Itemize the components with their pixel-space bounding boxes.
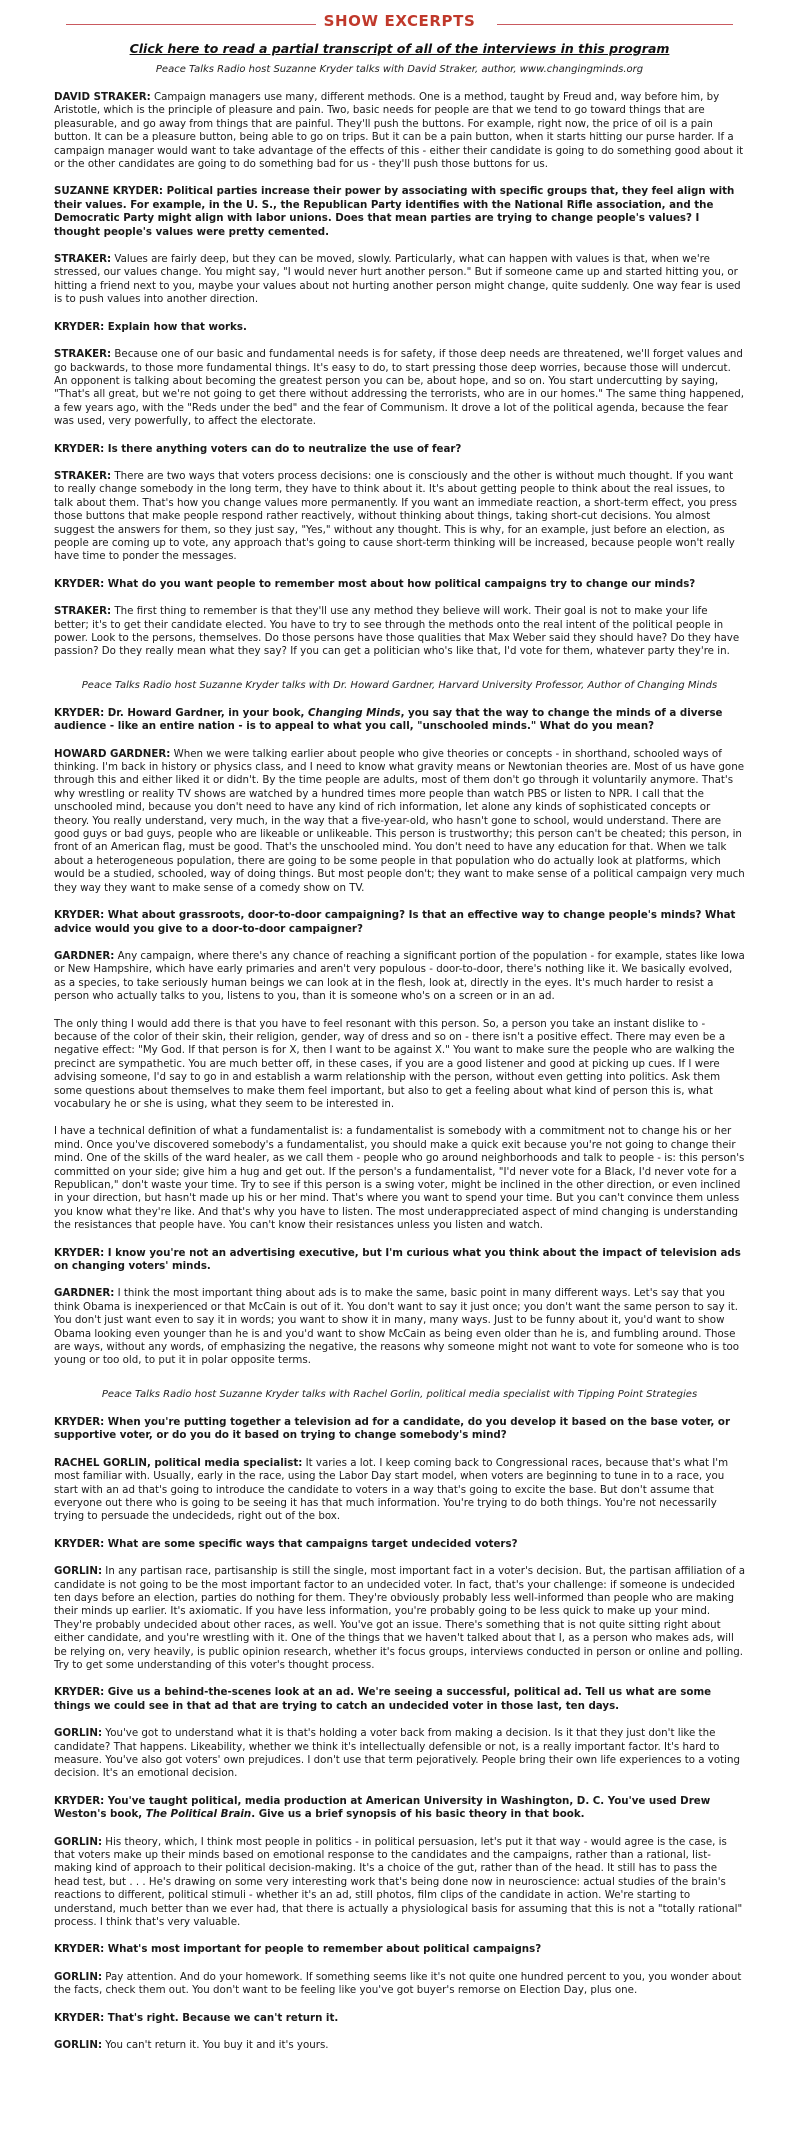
- speaker-label: DAVID STRAKER:: [54, 91, 151, 103]
- question-paragraph: KRYDER: Explain how that works.: [54, 320, 247, 333]
- speaker-label: STRAKER:: [54, 253, 112, 266]
- answer-text: The first thing to remember is that they'll use any method they believe will work. Their goal is not to make your life better; it's to get their candidate elected. You have to try to see through the methods onto the real intent of the political people in power. Look to the persons, themselves. Do those persons have those qualities that Max Weber said they should have? Do they have passion? Do they really mean what they say? If you can get a politician who's like that, I'd vote for them, whatever party they're in.: [54, 605, 740, 658]
- question-paragraph: KRYDER: That's right. Because we can't return it.: [54, 2011, 339, 2024]
- speaker-label: GARDNER:: [54, 1287, 115, 1300]
- answer-paragraph: [54, 1971, 745, 1998]
- answer-text: Any campaign, where there's any chance of reaching a significant portion of the population - for example, states like Iowa or New Hampshire, which have early primaries and aren't very populous - door-to-door, there's nothing like it. We basically evolved, as a species, to take seriously human beings we can look at in the flesh, look at, directly in the eyes. It's much harder to resist a person who actually talks to you, listens to you, than it is someone who's on a screen or in an ad.: [54, 949, 745, 1003]
- question-paragraph: KRYDER: I know you're not an advertising executive, but I'm curious what you think about the impact of television ads on changing voters' minds.: [54, 1246, 741, 1273]
- speaker-label: GORLIN:: [54, 1970, 103, 1983]
- question-paragraph: SUZANNE KRYDER: Political parties increase their power by associating with specific groups that, they feel align with their values. For example, in the U. S., the Republican Party identifies with the National Rifle association, and the Democratic Party might align with labor unions. Does that mean parties are trying to change people's values? I thought people's values were pretty cemented.: [54, 185, 735, 238]
- answer-text: You've got to understand what it is that's holding a voter back from making a decision. Is it that they just don't like the candidate? That happens. Likeability, whether we think it's intellectually defensible or not, is a really important factor. It's hard to measure. You've also got voters' own prejudices. I don't use that term pejoratively. People bring their own life experiences to a voting decision. It's an emotional decision.: [54, 1727, 741, 1780]
- speaker-label: GORLIN:: [54, 1565, 103, 1578]
- question-paragraph: KRYDER: What about grassroots, door-to-door campaigning? Is that an effective way to change people's minds? What advice would you give to a door-to-door campaigner?: [54, 909, 736, 935]
- answer-paragraph: [54, 253, 745, 307]
- answer-text: In any partisan race, partisanship is still the single, most important fact in a voter's decision. But, the partisan affiliation of a candidate is not going to be the most important factor to an undecided voter. In fact, that's your challenge: if someone is undecided ten days before an election, parties do nothing for them. They're obviously probably less well-informed than people who are making their minds up earlier. It's axiomatic. If you have less information, you're probably going to be less quick to make up your mind. They're probably undecided about other races, as well. You've got an issue. There's something that is not quite sitting right about either candidate, and you're wrestling with it. One of the things that we haven't talked about that I, as a person who makes ads, will be relying on, very heavily, is public opinion research, whether it's focus groups, interviews conducted in person or online and polling. Try to get some understanding of this voter's thought process.: [54, 1565, 746, 1671]
- section-title: SHOW EXCERPTS: [54, 12, 745, 30]
- answer-paragraph: [54, 1457, 745, 1524]
- speaker-label: STRAKER:: [54, 469, 112, 482]
- answer-text: Campaign managers use many, different methods. One is a method, taught by Freud and, way before him, by Aristotle, which is the principle of pleasure and pain. Two, basic needs for people are that we tend to go toward things that are pleasurable, and go away from things that are painful. They'll push the buttons. For example, right now, the price of oil is a pain button. It can be a pleasure button, being able to go on trips. But it can be a pain button, when it starts hitting our purse harder. If a campaign manager would want to take advantage of the effects of this - either their candidate is going to do something good about it or the other candidates are going to do something bad for us - they'll push those buttons for us.: [54, 91, 744, 171]
- question-paragraph: KRYDER: Dr. Howard Gardner, in your book, Changing Minds, you say that the way to change the minds of a diverse audience - like an entire nation - is to appeal to what you call, "unschooled minds." What do you mean?: [54, 706, 723, 733]
- speaker-label: GORLIN:: [54, 1727, 103, 1740]
- section-header: [54, 0, 745, 30]
- speaker-label: GORLIN:: [54, 2039, 103, 2052]
- question-paragraph: KRYDER: What's most important for people to remember about political campaigns?: [54, 1943, 542, 1956]
- question-paragraph: KRYDER: You've taught political, media production at American University in Washington, D. C. You've used Drew Weston's book, The Political Brain. Give us a brief synopsis of his basic theory in that book.: [54, 1794, 711, 1821]
- book-title: The Political Brain: [145, 1808, 252, 1821]
- speaker-label: STRAKER:: [54, 348, 112, 361]
- speaker-label: HOWARD GARDNER:: [54, 747, 171, 760]
- question-paragraph: KRYDER: Is there anything voters can do to neutralize the use of fear?: [54, 442, 462, 455]
- speaker-label: STRAKER:: [54, 605, 112, 618]
- answer-paragraph: [54, 1565, 745, 1672]
- question-paragraph: KRYDER: What are some specific ways that campaigns target undecided voters?: [54, 1537, 518, 1550]
- answer-paragraph: [54, 1836, 745, 1930]
- speaker-label: RACHEL GORLIN, political media specialist:: [54, 1456, 303, 1469]
- interview-intro-gorlin: Peace Talks Radio host Suzanne Kryder talks with Rachel Gorlin, political media specialist with Tipping Point Strategies: [101, 1388, 698, 1400]
- answer-paragraph: [54, 748, 745, 895]
- question-paragraph: KRYDER: Give us a behind-the-scenes look at an ad. We're seeing a successful, political ad. Tell us what are some things we could see in that ad that are trying to catch an undecided voter in those last, ten days.: [54, 1686, 712, 1712]
- answer-text: I think the most important thing about ads is to make the same, basic point in many different ways. Let's say that you think Obama is inexperienced or that McCain is out of it. You don't want to say it just once; you don't want the same person to say it. You don't just want even to say it in words; you want to show it in many, many ways. Just to be funny about it, you'd want to show Obama looking even younger than he is and you'd want to show McCain as being even older than he is, and fumbling around. Those are ways, without any words, of emphasizing the negative, the reasons why someone might not want to vote for someone who is too young or too old, to put it in polar opposite terms.: [54, 1287, 740, 1367]
- book-title: Changing Minds: [308, 706, 401, 719]
- answer-paragraph: [54, 470, 745, 564]
- answer-text: His theory, which, I think most people in politics - in political persuasion, let's put it that way - would agree is the case, is that voters make up their minds based on emotional response to the candidates and the campaigns, rather than a rational, list-making kind of approach to their political decision-making. It's a choice of the gut, rather than of the head. It still has to pass the head test, but . . . He's drawing on some very interesting work that's being done now in neuroscience: actual studies of the brain's reactions to different, political stimuli - whether it's an ad, still photos, film clips of the candidate in action. We're starting to understand, much better than we ever had, that there is actually a physiological basis for assuming that this is not a "totally rational" process. I think that's very valuable.: [54, 1835, 743, 1929]
- answer-paragraph: [54, 1727, 745, 1781]
- interview-intro-gardner: Peace Talks Radio host Suzanne Kryder talks with Dr. Howard Gardner, Harvard University Professor, Author of Changing Minds: [81, 679, 718, 691]
- answer-text: You can't return it. You buy it and it's yours.: [102, 2039, 329, 2052]
- answer-paragraph: [54, 605, 745, 659]
- answer-paragraph: [54, 1287, 745, 1367]
- answer-paragraph: [54, 950, 745, 1004]
- speaker-label: GARDNER:: [54, 949, 115, 962]
- answer-text: There are two ways that voters process decisions: one is consciously and the other is without much thought. If you want to really change somebody in the long term, they have to think about it. It's about getting people to think about the real issues, to talk about them. That's how you change values more permanently. If you want an immediate reaction, a short-term effect, you press those buttons that make people respond rather reactively, without thinking about things, taking short-cut decisions. You almost suggest the answers for them, so they just say, "Yes," without any thought. This is why, for an example, just before an election, as people are coming up to vote, any approach that's going to cause short-term thinking will be increased, because people won't really have time to ponder the messages.: [54, 469, 738, 563]
- answer-text: When we were talking earlier about people who give theories or concepts - in shorthand, schooled ways of thinking. I'm back in history or physics class, and I need to know what gravity means or Newtonian theories are. Most of us have gone through this and either liked it or didn't. By the time people are adults, most of them don't go through it voluntarily anymore. That's why wrestling or reality TV shows are watched by a hundred times more people than watch PBS or listen to NPR. I call that the unschooled mind, because you don't need to have any kind of rich information, let alone any kinds of sophisticated concepts or theory. You really understand, very much, in the way that a five-year-old, who hasn't gone to school, would understand. There are good guys or bad guys, people who are likeable or unlikeable. This person is trustworthy; this person can't be cheated; this person, in front of an American flag, must be good. That's the unschooled mind. You don't need to have any education for that. When we talk about a heterogeneous population, there are going to be some people in that population who do actually look at platforms, which would be a studied, schooled, way of doing things. But most people don't; they want to make sense of a political campaign very much they way they want to make sense of a comedy show on TV.: [54, 747, 745, 894]
- transcript-link[interactable]: Click here to read a partial transcript of all of the interviews in this program: [129, 41, 670, 56]
- answer-paragraph: I have a technical definition of what a fundamentalist is: a fundamentalist is somebody with a commitment not to change his or her mind. Once you've discovered somebody's a fundamentalist, you should make a quick exit because you're not going to change their mind. One of the skills of the ward healer, as we call them - people who go around neighborhoods and talk to people - is: this person's committed on your side; give him a hug and get out. If the person's a fundamentalist, "I'd never vote for a Black, I'd never vote for a Republican," don't waste your time. Try to see if this person is a swing voter, might be inclined in the other direction, or even inclined in your direction, but hasn't made up his or her mind. That's where you want to spend your time. But you can't convince them unless you know what they're like. And that's why you have to listen. The most underappreciated aspect of mind changing is understanding the resistances that people have. You can't know their resistances unless you listen and watch.: [54, 1125, 745, 1232]
- interview-intro-straker: Peace Talks Radio host Suzanne Kryder talks with David Straker, author, www.changingminds.org: [155, 64, 644, 75]
- answer-paragraph: [54, 2039, 745, 2052]
- answer-paragraph: [54, 91, 745, 171]
- answer-text: It varies a lot. I keep coming back to Congressional races, because that's what I'm most familiar with. Usually, early in the race, using the Labor Day start model, when voters are beginning to tune in to a race, you start with an ad that's going to introduce the candidate to voters in a way that's going to excite the base. But don't assume that everyone out there who is going to be seeing it has that much information. You're trying to do both things. You're not necessarily trying to persuade the undecideds, right out of the box.: [54, 1456, 729, 1523]
- answer-text: Values are fairly deep, but they can be moved, slowly. Particularly, what can happen with values is that, when we're stressed, our values change. You might say, "I would never hurt another person." But if someone came up and started hitting you, or hitting a friend next to you, maybe your values about not hurting another person might change, quite suddenly. One way fear is used is to push values into another direction.: [54, 253, 741, 306]
- answer-paragraph: The only thing I would add there is that you have to feel resonant with this person. So, a person you take an instant dislike to - because of the color of their skin, their religion, gender, way of dress and so on - there isn't a positive effect. There may even be a negative effect: "My God. If that person is for X, then I want to be against X." You want to make sure the people who are walking the precinct are sympathetic. You are much better off, in these cases, if you are a good listener and good at picking up cues. If I were advising someone, I'd say to go in and establish a warm relationship with the person, without even getting into politics. Ask them some questions about themselves to make them feel important, but also to get a feeling about what kind of person this is, what vocabulary he or she is using, what they seem to be interested in.: [54, 1017, 735, 1110]
- speaker-label: GORLIN:: [54, 1835, 103, 1848]
- question-paragraph: KRYDER: When you're putting together a television ad for a candidate, do you develop it based on the base voter, or supportive voter, or do you do it based on trying to change somebody's mind?: [54, 1415, 731, 1442]
- answer-text: Pay attention. And do your homework. If something seems like it's not quite one hundred percent to you, you wonder about the facts, check them out. You don't want to be feeling like you've got buyer's remorse on Election Day, plus one.: [54, 1970, 742, 1997]
- answer-paragraph: [54, 348, 745, 428]
- question-paragraph: KRYDER: What do you want people to remember most about how political campaigns try to change our minds?: [54, 577, 696, 590]
- answer-text: Because one of our basic and fundamental needs is for safety, if those deep needs are threatened, we'll forget values and go backwards, to those more fundamental things. It's easy to do, to start pressing those deep worries, because those will undercut. An opponent is talking about becoming the greatest person you can be, about hope, and so on. You start undercutting by saying, "That's all great, but we're not going to get there without addressing the terrorists, who are in our homes." The same thing happened, a few years ago, with the "Reds under the bed" and the fear of Communism. It drove a lot of the political agenda, because the fear was used, very powerfully, to affect the electorate.: [54, 348, 744, 428]
